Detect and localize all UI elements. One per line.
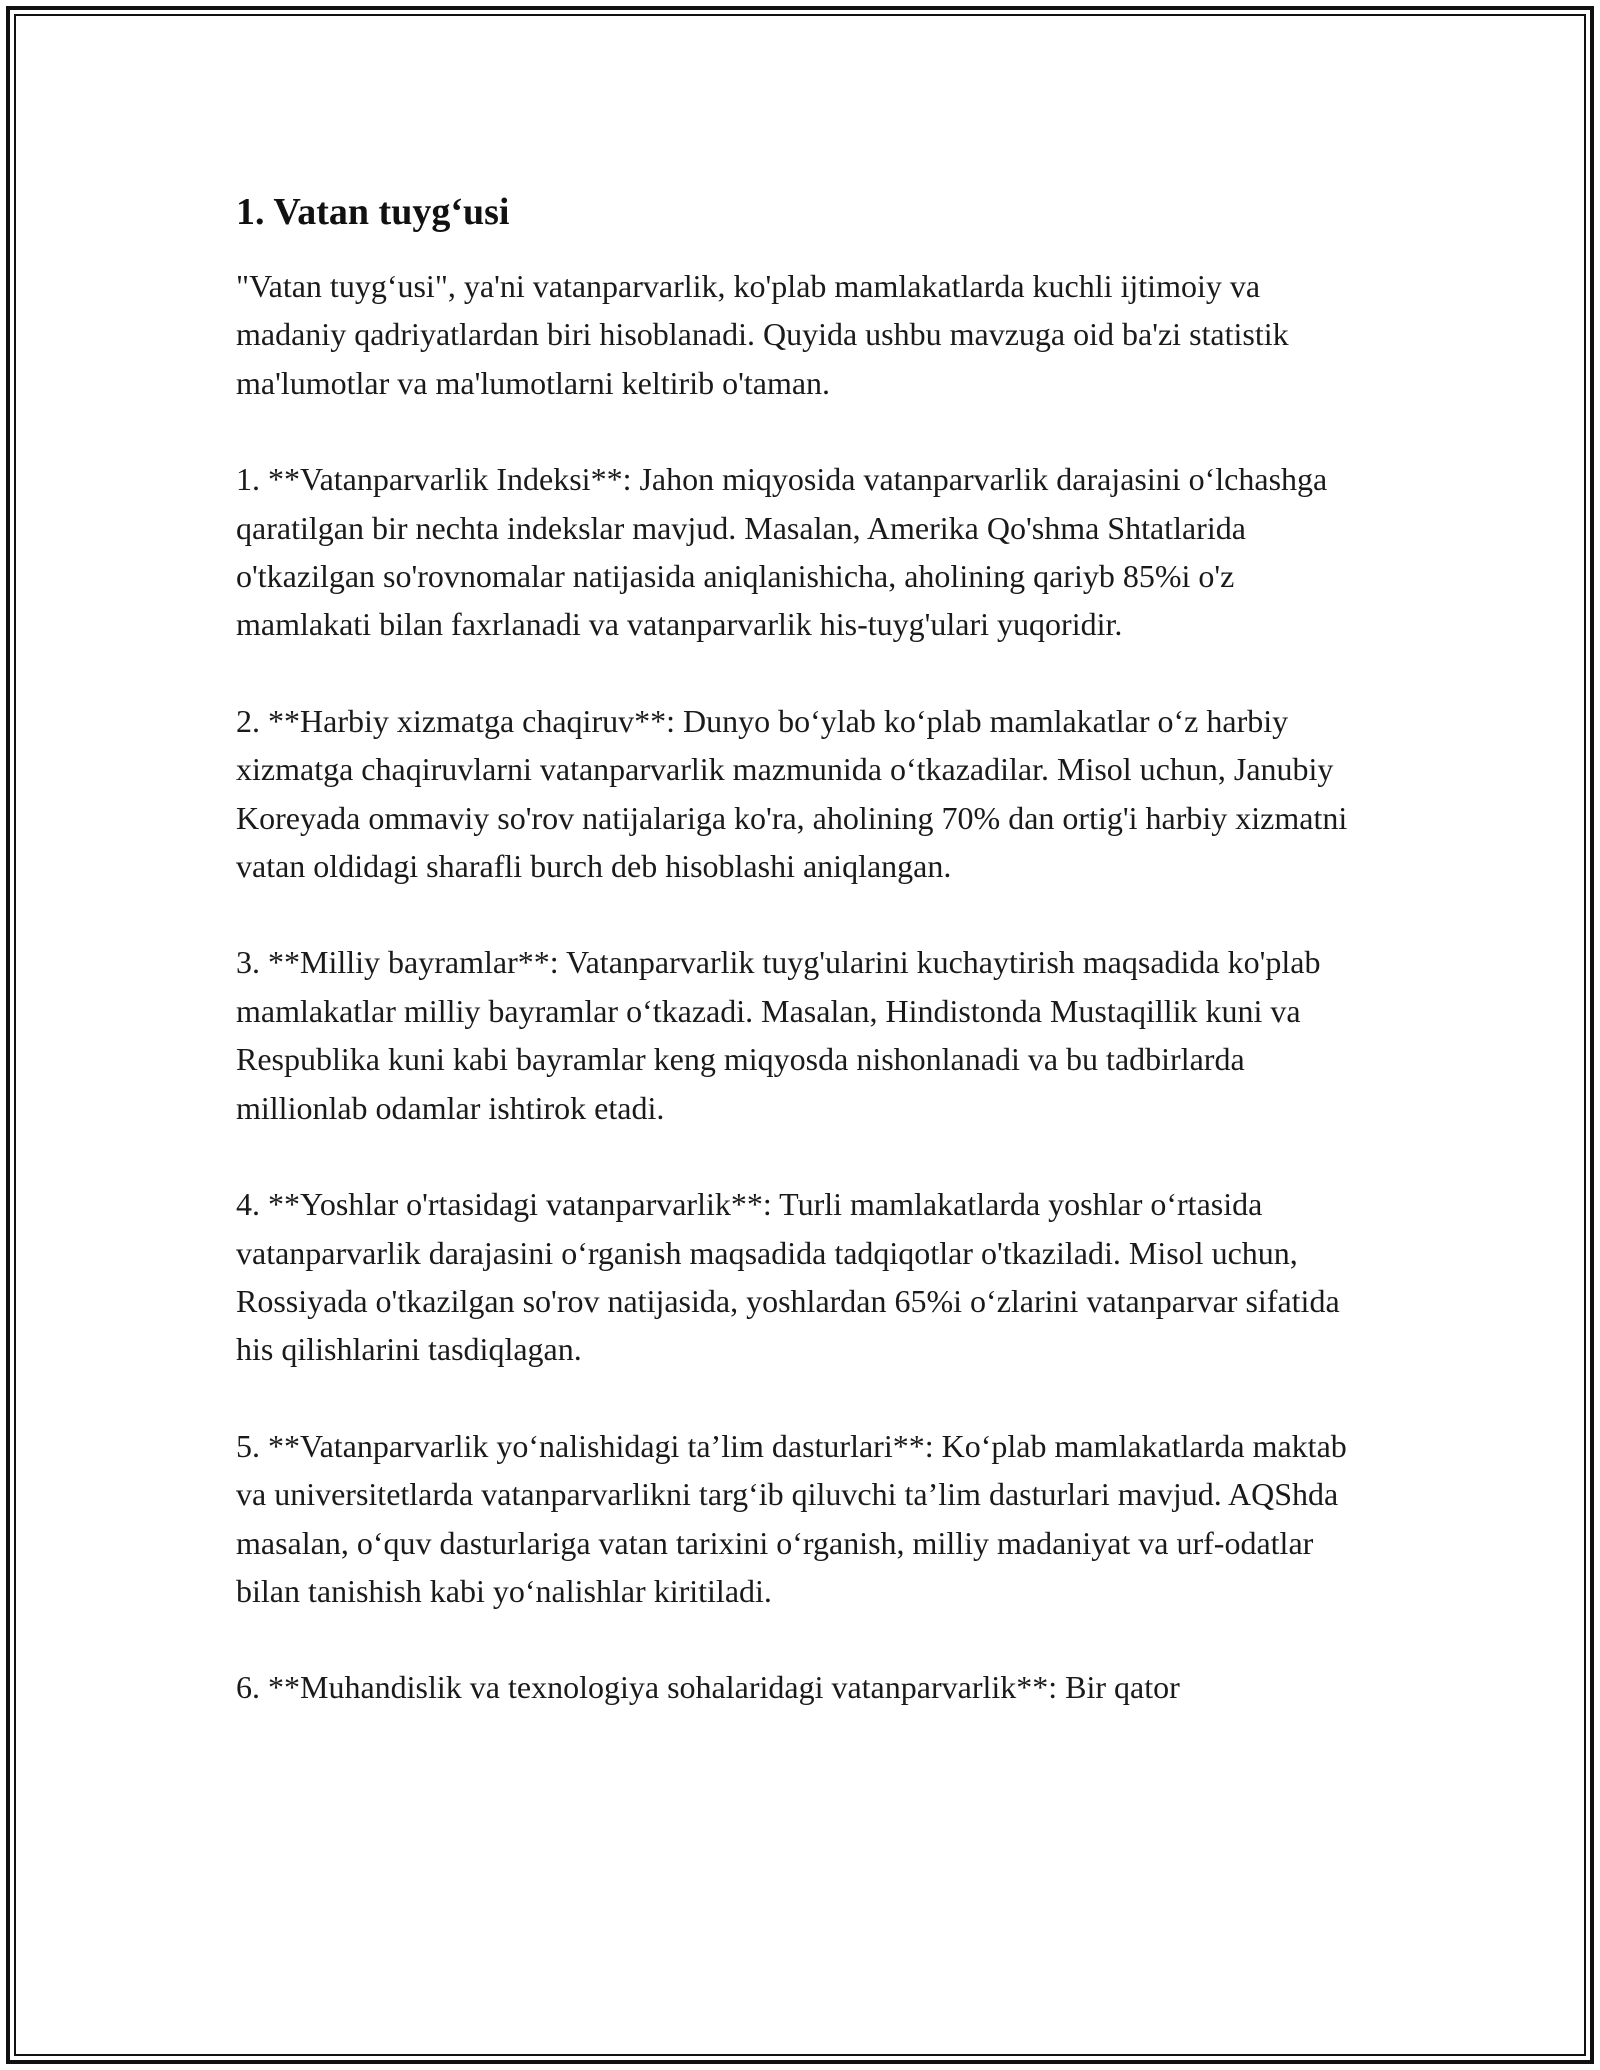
list-item-military-service: 2. **Harbiy xizmatga chaqiruv**: Dunyo bo‘ylab ko‘plab mamlakatlar o‘z harbiy xizmatga chaqiruvlarni vatanparvarlik mazmunida o‘tkazadilar. Misol uchun, Janubiy Koreyada ommaviy so'rov natijalariga ko'ra, aholining 70% dan ortig'i harbiy xizmatni vatan oldidagi sharafli burch deb hisoblashi aniqlangan. — [236, 702, 1348, 885]
document-body — [236, 186, 1376, 1760]
intro-paragraph: "Vatan tuyg‘usi", ya'ni vatanparvarlik, ko'plab mamlakatlarda kuchli ijtimoiy va madaniy qadriyatlardan biri hisoblanadi. Quyida ushbu mavzuga oid ba'zi statistik ma'lumotlar va ma'lumotlarni keltirib o'taman. — [236, 268, 1289, 401]
list-item-national-holidays: 3. **Milliy bayramlar**: Vatanparvarlik tuyg'ularini kuchaytirish maqsadida ko'plab mamlakatlar milliy bayramlar o‘tkazadi. Masalan, Hindistonda Mustaqillik kuni va Respublika kuni kabi bayramlar keng miqyosda nishonlanadi va bu tadbirlarda millionlab odamlar ishtirok etadi. — [236, 944, 1321, 1126]
list-item-youth-patriotism: 4. **Yoshlar o'rtasidagi vatanparvarlik**: Turli mamlakatlarda yoshlar o‘rtasida vatanparvarlik darajasini o‘rganish maqsadida tadqiqotlar o'tkaziladi. Misol uchun, Rossiyada o'tkazilgan so'rov natijasida, yoshlardan 65%i o‘zlarini vatanparvar sifatida his qilishlarini tasdiqlagan. — [236, 1186, 1340, 1368]
document-title: 1. Vatan tuyg‘usi — [236, 191, 510, 233]
list-item-engineering-technology: 6. **Muhandislik va texnologiya sohalaridagi vatanparvarlik**: Bir qator — [236, 1669, 1180, 1706]
list-item-education-programs: 5. **Vatanparvarlik yo‘nalishidagi ta’lim dasturlari**: Ko‘plab mamlakatlarda maktab va universitetlarda vatanparvarlikni targ‘ib qiluvchi ta’lim dasturlari mavjud. AQShda masalan, o‘quv dasturlariga vatan tarixini o‘rganish, milliy madaniyat va urf-odatlar bilan tanishish kabi yo‘nalishlar kiritiladi. — [236, 1427, 1347, 1609]
list-item-patriotism-index: 1. **Vatanparvarlik Indeksi**: Jahon miqyosida vatanparvarlik darajasini o‘lchashga qaratilgan bir nechta indekslar mavjud. Masalan, Amerika Qo'shma Shtatlarida o'tkazilgan so'rovnomalar natijasida aniqlanishicha, aholining qariyb 85%i o'z mamlakati bilan faxrlanadi va vatanparvarlik his-tuyg'ulari yuqoridir. — [236, 461, 1328, 643]
